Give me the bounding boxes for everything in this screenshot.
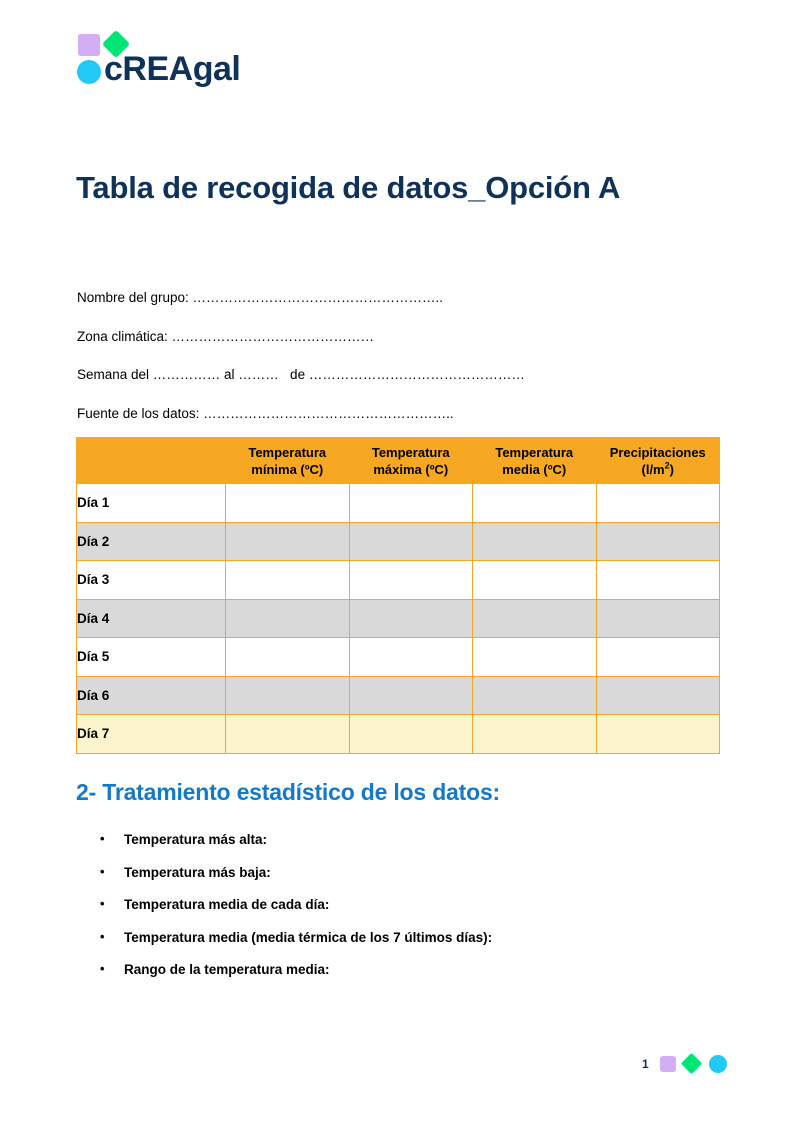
footer-green-diamond-icon — [681, 1053, 702, 1074]
cell-dia-6-temp-media[interactable] — [473, 676, 597, 715]
header-line-2: (l/m — [641, 461, 665, 477]
table-header-temperatura-maxima — [349, 438, 473, 484]
cell-dia-3-precipitaciones[interactable] — [596, 561, 720, 600]
header-line-2: media (ºC) — [502, 461, 567, 477]
header-line-1: Temperatura — [495, 444, 574, 460]
table-row — [77, 599, 720, 638]
table-row — [77, 522, 720, 561]
logo-purple-square-icon — [78, 34, 100, 56]
list-item: • Temperatura más alta: — [96, 830, 736, 849]
form-field-zona-climatica[interactable]: Zona climática: ……………………………………… — [77, 328, 375, 344]
form-fields-block — [77, 288, 717, 442]
list-item: • Rango de la temperatura media: — [96, 960, 736, 979]
table-header-corner — [77, 438, 226, 484]
section-heading-tratamiento-estadistico: 2- Tratamiento estadístico de los datos: — [76, 779, 500, 806]
form-field-fuente-de-los-datos[interactable]: Fuente de los datos: ……………………………………………….. — [77, 405, 454, 421]
cell-dia-7-temp-maxima[interactable] — [349, 715, 473, 754]
footer-cyan-circle-icon — [709, 1055, 727, 1073]
cell-dia-1-temp-maxima[interactable] — [349, 484, 473, 523]
cell-dia-3-temp-minima[interactable] — [226, 561, 350, 600]
cell-dia-4-precipitaciones[interactable] — [596, 599, 720, 638]
table-row — [77, 484, 720, 523]
page-footer — [636, 1052, 746, 1078]
row-label-dia-7: Día 7 — [77, 715, 226, 754]
list-item: • Temperatura más baja: — [96, 863, 736, 882]
statistics-task-list — [96, 830, 736, 993]
cell-dia-3-temp-maxima[interactable] — [349, 561, 473, 600]
header-line-3: ) — [669, 461, 674, 477]
cell-dia-7-temp-minima[interactable] — [226, 715, 350, 754]
cell-dia-1-temp-media[interactable] — [473, 484, 597, 523]
header-line-2: máxima (ºC) — [373, 461, 449, 477]
cell-dia-6-precipitaciones[interactable] — [596, 676, 720, 715]
list-item: • Temperatura media (media térmica de los 7 últimos días): — [96, 928, 736, 947]
cell-dia-4-temp-maxima[interactable] — [349, 599, 473, 638]
cell-dia-2-temp-minima[interactable] — [226, 522, 350, 561]
cell-dia-7-precipitaciones[interactable] — [596, 715, 720, 754]
table-body — [77, 484, 720, 754]
header-line-1: Temperatura — [248, 444, 327, 460]
table-header-row — [77, 438, 720, 484]
row-label-dia-1: Día 1 — [77, 484, 226, 523]
cell-dia-4-temp-media[interactable] — [473, 599, 597, 638]
table-header — [77, 438, 720, 484]
table-header-temperatura-minima — [226, 438, 350, 484]
cell-dia-7-temp-media[interactable] — [473, 715, 597, 754]
cell-dia-6-temp-minima[interactable] — [226, 676, 350, 715]
row-label-dia-6: Día 6 — [77, 676, 226, 715]
cell-dia-1-precipitaciones[interactable] — [596, 484, 720, 523]
data-collection-table — [76, 437, 720, 754]
form-field-nombre-del-grupo[interactable]: Nombre del grupo: ……………………………………………….. — [77, 290, 444, 305]
cell-dia-5-temp-maxima[interactable] — [349, 638, 473, 677]
cell-dia-5-temp-media[interactable] — [473, 638, 597, 677]
cell-dia-5-temp-minima[interactable] — [226, 638, 350, 677]
page-title: Tabla de recogida de datos_Opción A — [76, 169, 621, 205]
creagal-logo — [76, 32, 376, 90]
header-line-1: Precipitaciones — [609, 444, 706, 460]
table-header-temperatura-media — [473, 438, 597, 484]
table-row — [77, 715, 720, 754]
cell-dia-1-temp-minima[interactable] — [226, 484, 350, 523]
cell-dia-4-temp-minima[interactable] — [226, 599, 350, 638]
form-field-semana-del[interactable]: Semana del …………… al ……… de ………………………………………… — [77, 367, 525, 382]
cell-dia-6-temp-maxima[interactable] — [349, 676, 473, 715]
logo-wordmark: cREAgal — [104, 50, 241, 88]
row-label-dia-3: Día 3 — [77, 561, 226, 600]
row-label-dia-2: Día 2 — [77, 522, 226, 561]
header-superscript: 2 — [664, 460, 670, 471]
header-line-2: mínima (ºC) — [251, 461, 324, 477]
cell-dia-2-temp-maxima[interactable] — [349, 522, 473, 561]
cell-dia-3-temp-media[interactable] — [473, 561, 597, 600]
row-label-dia-4: Día 4 — [77, 599, 226, 638]
cell-dia-2-temp-media[interactable] — [473, 522, 597, 561]
page-number: 1 — [642, 1057, 649, 1071]
table-row — [77, 561, 720, 600]
row-label-dia-5: Día 5 — [77, 638, 226, 677]
table-row — [77, 676, 720, 715]
header-line-1: Temperatura — [371, 444, 450, 460]
footer-purple-square-icon — [660, 1056, 676, 1072]
cell-dia-5-precipitaciones[interactable] — [596, 638, 720, 677]
table-row — [77, 638, 720, 677]
table-header-precipitaciones — [596, 438, 720, 484]
cell-dia-2-precipitaciones[interactable] — [596, 522, 720, 561]
list-item: • Temperatura media de cada día: — [96, 895, 736, 914]
logo-cyan-circle-icon — [77, 60, 101, 84]
